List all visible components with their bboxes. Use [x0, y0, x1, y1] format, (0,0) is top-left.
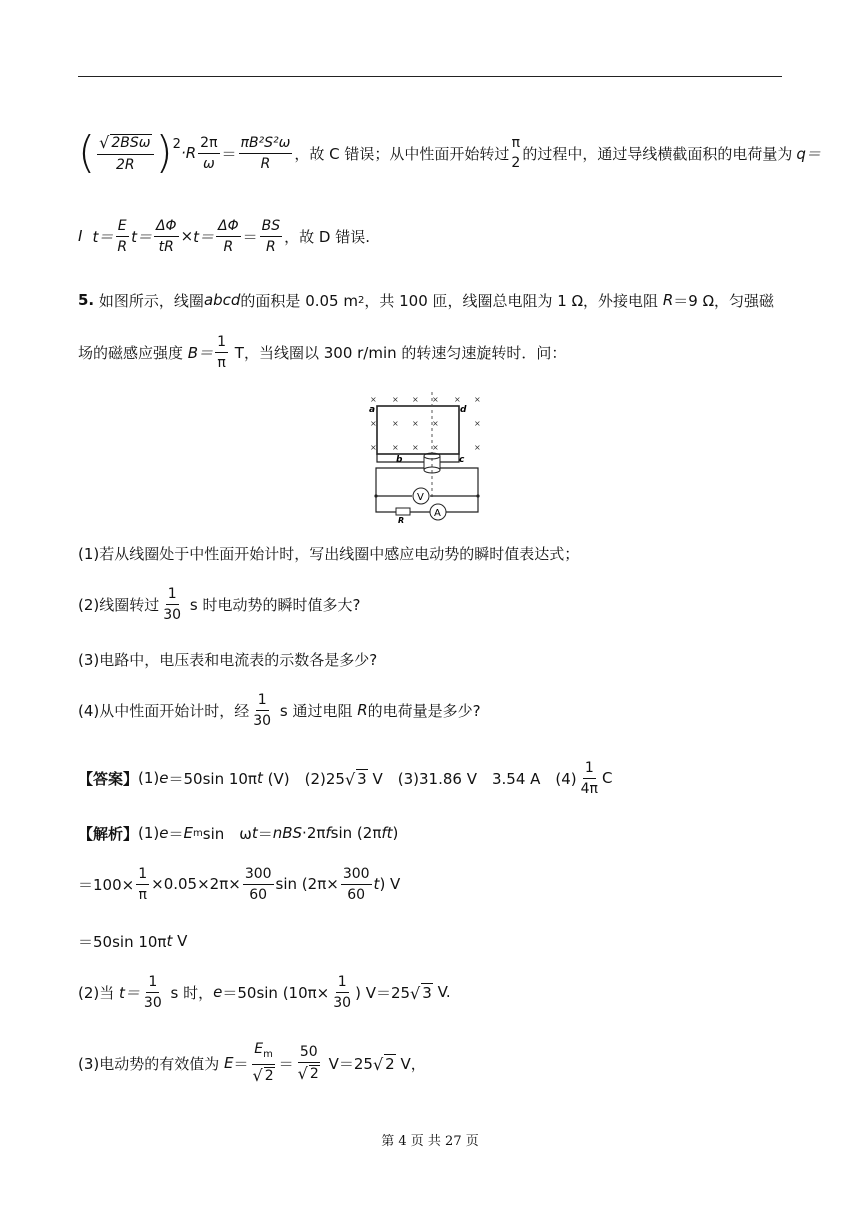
label-b: b — [396, 455, 403, 465]
svg-text:×: × — [392, 443, 399, 452]
label-d: d — [460, 405, 467, 415]
label-c: c — [459, 455, 465, 465]
svg-text:×: × — [432, 395, 439, 404]
coil-circuit-figure — [368, 392, 488, 525]
svg-text:×: × — [392, 419, 399, 428]
svg-text:×: × — [454, 395, 461, 404]
field-x: × — [370, 395, 377, 404]
svg-text:×: × — [432, 419, 439, 428]
svg-text:×: × — [370, 419, 377, 428]
label-a: a — [369, 405, 376, 415]
resistor-R — [396, 508, 410, 515]
svg-text:R: R — [398, 516, 405, 525]
analysis-line-3: ＝50sin 10π t V — [78, 932, 188, 951]
svg-text:×: × — [370, 443, 377, 452]
svg-text:A: A — [434, 508, 441, 519]
analysis-line-4: (2)当 t＝ $\frac{1}{30}$ s 时， e ＝50sin (10π× $\frac{1}{30}$ ) V＝25 √ 3 V. — [78, 973, 451, 1011]
svg-text:×: × — [474, 443, 481, 452]
page-footer: 第 4 页 共 27 页 — [381, 1134, 479, 1149]
svg-text:V: V — [417, 492, 424, 503]
analysis-line-2: ＝100× $\frac{1}{\pi}$ ×0.05×2π× $\frac{300}{60}$ sin (2π× $\frac{300}{60}$ t ) V — [78, 865, 401, 903]
formula-line-1: ( √ 2BSω 2R ) 2 ·R $\frac{2\pi}{\omega}$ ＝ $\frac{\text{πB²S²ω}}{R}$ ，故 C 错误；从中性面开始转过 π 2 的过程中，通过导线横截面积的电荷量为 q＝ — [78, 127, 821, 178]
svg-text:×: × — [474, 395, 481, 404]
svg-text:×: × — [432, 443, 439, 452]
analysis-line-5: (3)电动势的有效值为 E ＝ $E_m$ √ 2 ＝ 50 √ 2 V＝25 √ 2 V， — [78, 1040, 426, 1086]
sub-question-2: (2)线圈转过 $\frac{1}{30}$ s 时电动势的瞬时值多大? — [78, 585, 361, 623]
answer-line: 【答案】 (1) e ＝50sin 10π t (V) (2)25 √ 3 V (3)31.86 V 3.54 A (4) $\frac{1}{4\pi}$ C — [78, 759, 613, 797]
svg-text:×: × — [412, 419, 419, 428]
formula-line-2: I t＝ $\frac{E}{R}$ t＝ $\frac{\Delta\Phi}{tR}$ × t＝ $\frac{\Delta\Phi}{R}$ ＝ $\frac{BS}{R}$ ，故 D 错误. — [78, 217, 371, 255]
question-5: 5. 如图所示，线圈 abcd 的面积是 0.05 m 2 ，共 100 匝，线圈总电阻为 1 Ω，外接电阻 R ＝9 Ω，匀强磁 — [78, 291, 775, 310]
header-rule — [78, 76, 782, 77]
sub-question-4: (4)从中性面开始计时，经 $\frac{1}{30}$ s 通过电阻 R 的电荷量是多少? — [78, 691, 481, 729]
analysis-line-1: 【解析】 (1) e ＝ E m sin ω t ＝ nBS ·2π f sin (2π ft ) — [78, 824, 399, 843]
svg-text:×: × — [474, 419, 481, 428]
svg-text:×: × — [392, 395, 399, 404]
svg-text:×: × — [412, 395, 419, 404]
question-5-cont: 场的磁感应强度 B＝ $\frac{1}{\pi}$ T，当线圈以 300 r/min 的转速匀速旋转时．问： — [78, 333, 567, 371]
sub-question-3: (3)电路中，电压表和电流表的示数各是多少? — [78, 650, 378, 669]
svg-text:×: × — [412, 443, 419, 452]
sub-question-1: (1)若从线圈处于中性面开始计时，写出线圈中感应电动势的瞬时值表达式； — [78, 544, 580, 563]
